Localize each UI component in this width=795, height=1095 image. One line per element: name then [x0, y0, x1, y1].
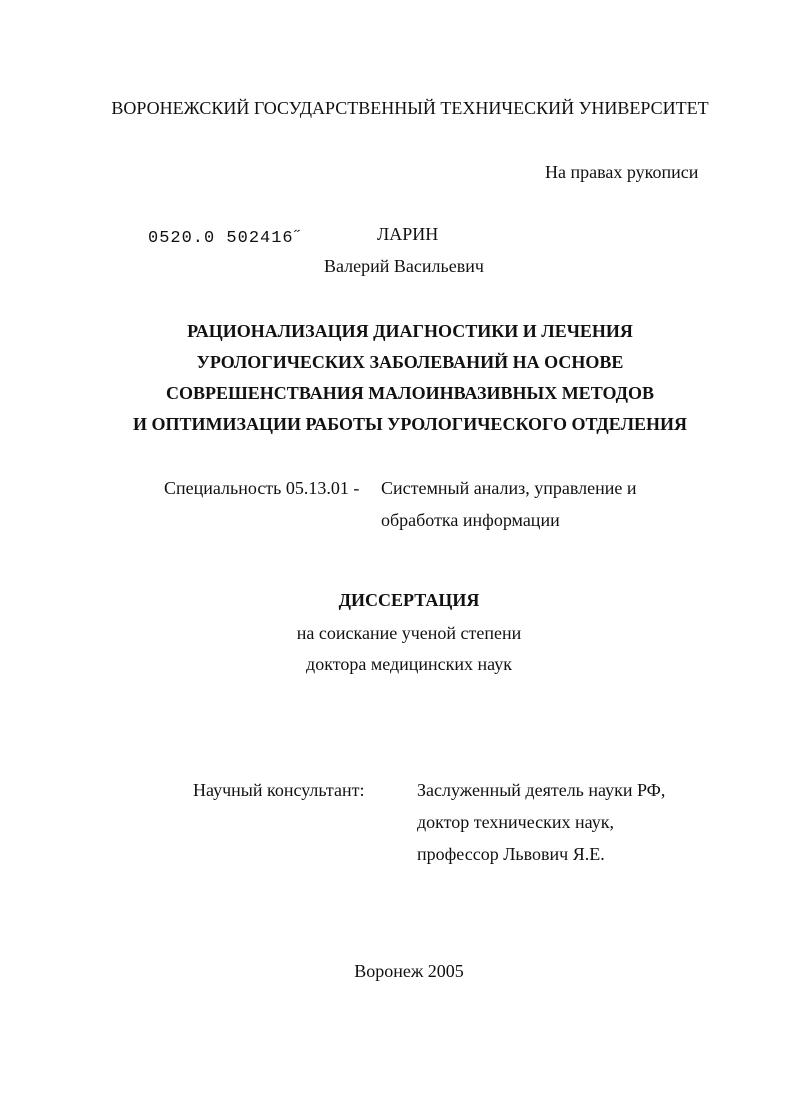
consultant-line: Заслуженный деятель науки РФ, — [417, 780, 666, 800]
manuscript-note: На правах рукописи — [545, 162, 699, 182]
specialty-value-line: Системный анализ, управление и — [381, 478, 637, 498]
specialty-label: Специальность 05.13.01 - — [164, 478, 360, 498]
topic-line: РАЦИОНАЛИЗАЦИЯ ДИАГНОСТИКИ И ЛЕЧЕНИЯ — [187, 321, 633, 341]
consultant-line: доктор технических наук, — [417, 812, 614, 832]
topic-line: СОВРЕШЕНСТВАНИЯ МАЛОИНВАЗИВНЫХ МЕТОДОВ — [166, 383, 654, 403]
author-name: Валерий Васильевич — [324, 256, 484, 276]
degree-line: на соискание ученой степени — [296, 623, 522, 643]
archive-number: 0520.0 502416˝ — [148, 229, 305, 248]
topic-line: И ОПТИМИЗАЦИИ РАБОТЫ УРОЛОГИЧЕСКОГО ОТДЕЛЕНИЯ — [133, 414, 687, 434]
university-name: ВОРОНЕЖСКИЙ ГОСУДАРСТВЕННЫЙ ТЕХНИЧЕСКИЙ УНИВЕРСИТЕТ — [111, 98, 709, 118]
consultant-line: профессор Львович Я.Е. — [417, 844, 605, 864]
consultant-label: Научный консультант: — [193, 780, 365, 800]
author-surname: ЛАРИН — [377, 224, 439, 244]
specialty-value-line: обработка информации — [381, 510, 560, 530]
degree-line: доктора медицинских наук — [306, 654, 512, 674]
city-year: Воронеж 2005 — [354, 961, 464, 981]
dissertation-topic — [0, 316, 795, 440]
dissertation-heading: ДИССЕРТАЦИЯ — [338, 590, 480, 610]
topic-line: УРОЛОГИЧЕСКИХ ЗАБОЛЕВАНИЙ НА ОСНОВЕ — [196, 352, 624, 372]
